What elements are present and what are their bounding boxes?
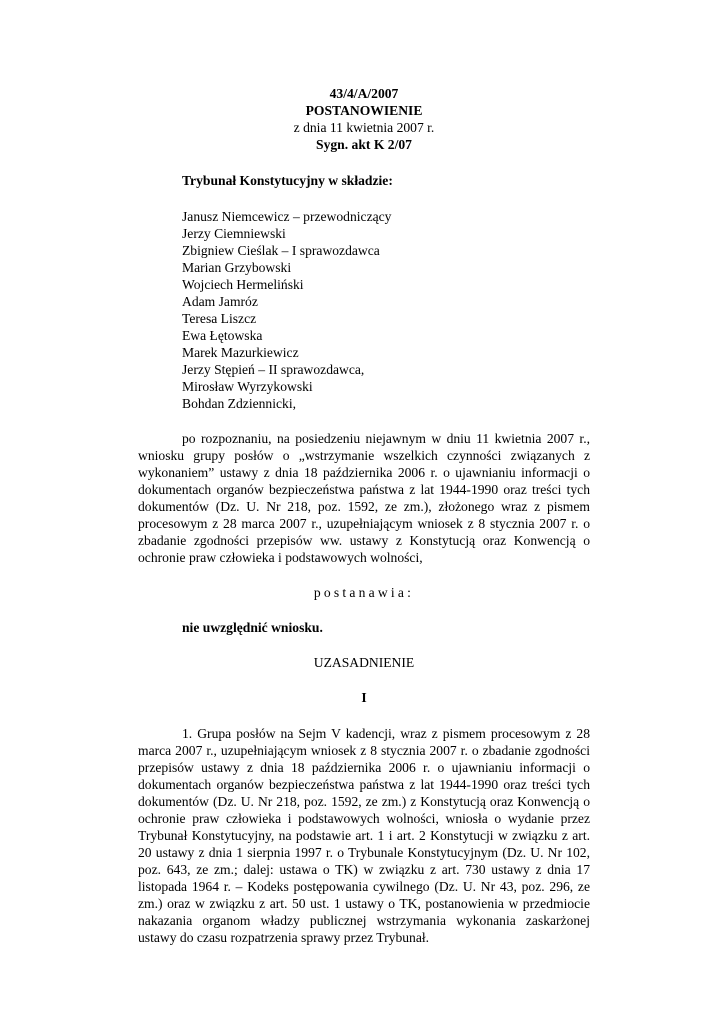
member-item: Jerzy Ciemniewski: [182, 226, 286, 241]
member-item: Zbigniew Cieślak – I sprawozdawca: [182, 243, 380, 258]
member-item: Janusz Niemcewicz – przewodniczący: [182, 209, 392, 224]
case-signature: Sygn. akt K 2/07: [316, 137, 412, 152]
section-paragraph: 1. Grupa posłów na Sejm V kadencji, wraz z pismem procesowym z 28 marca 2007 r., uzupełniającym wniosek z 8 stycznia 2007 r. o zbadanie zgodności przepisów ustawy z dnia 18 października 2006 r. o ujawnianiu informacji o dokumentach organów bezpieczeństwa państwa z lat 1944-1990 oraz treści tych dokumentów (Dz. U. Nr 218, poz. 1592, ze zm.) z Konstytucją oraz Konwencją o ochronie praw człowieka i podstawowych wolności, wniosła o wydanie przez Trybunał Konstytucyjny, na podstawie art. 1 i art. 2 Konstytucji w związku z art. 20 ustawy z dnia 1 sierpnia 1997 r. o Trybunale Konstytucyjnym (Dz. U. Nr 102, poz. 643, ze zm.; dalej: ustawa o TK) w związku z art. 730 ustawy z dnia 17 listopada 1964 r. – Kodeks postępowania cywilnego (Dz. U. Nr 43, poz. 296, ze zm.) oraz w związku z art. 50 ust. 1 ustawy o TK, postanowienia w przedmiocie nakazania organom władzy publicznej wstrzymania wykonania zaskarżonej ustawy do czasu rozpatrzenia sprawy przez Trybunał.: [138, 726, 590, 945]
reasoning-title: UZASADNIENIE: [313, 655, 415, 670]
case-number: 43/4/A/2007: [329, 86, 399, 101]
member-item: Mirosław Wyrzykowski: [182, 379, 313, 394]
ruling-word: postanawia:: [313, 585, 415, 600]
composition-heading: Trybunał Konstytucyjny w składzie:: [182, 173, 393, 188]
document-date: z dnia 11 kwietnia 2007 r.: [293, 120, 435, 135]
section-number: I: [361, 690, 367, 705]
member-item: Bohdan Zdziennicki,: [182, 396, 297, 411]
member-item: Teresa Liszcz: [182, 311, 257, 326]
decision-text: nie uwzględnić wniosku.: [182, 620, 323, 635]
member-item: Ewa Łętowska: [182, 328, 263, 343]
member-item: Adam Jamróz: [182, 294, 258, 309]
members-list: [138, 208, 590, 412]
intro-paragraph: po rozpoznaniu, na posiedzeniu niejawnym w dniu 11 kwietnia 2007 r., wniosku grupy posłów o „wstrzymanie wszelkich czynności związanych z wykonaniem” ustawy z dnia 18 października 2006 r. o ujawnianiu informacji o dokumentach organów bezpieczeństwa państwa z lat 1944-1990 oraz treści tych dokumentów (Dz. U. Nr 218, poz. 1592, ze zm.), złożonego wraz z pismem procesowym z 28 marca 2007 r., uzupełniającym wniosek z 8 stycznia 2007 r. o zbadanie zgodności przepisów ww. ustawy z Konstytucją oraz Konwencją o ochronie praw człowieka i podstawowych wolności,: [138, 431, 590, 565]
member-item: Marian Grzybowski: [182, 260, 292, 275]
member-item: Jerzy Stępień – II sprawozdawca,: [182, 362, 365, 377]
member-item: Marek Mazurkiewicz: [182, 345, 299, 360]
document-header: [138, 85, 590, 153]
document-page: [138, 85, 590, 946]
member-item: Wojciech Hermeliński: [182, 277, 304, 292]
document-title: POSTANOWIENIE: [305, 103, 423, 118]
